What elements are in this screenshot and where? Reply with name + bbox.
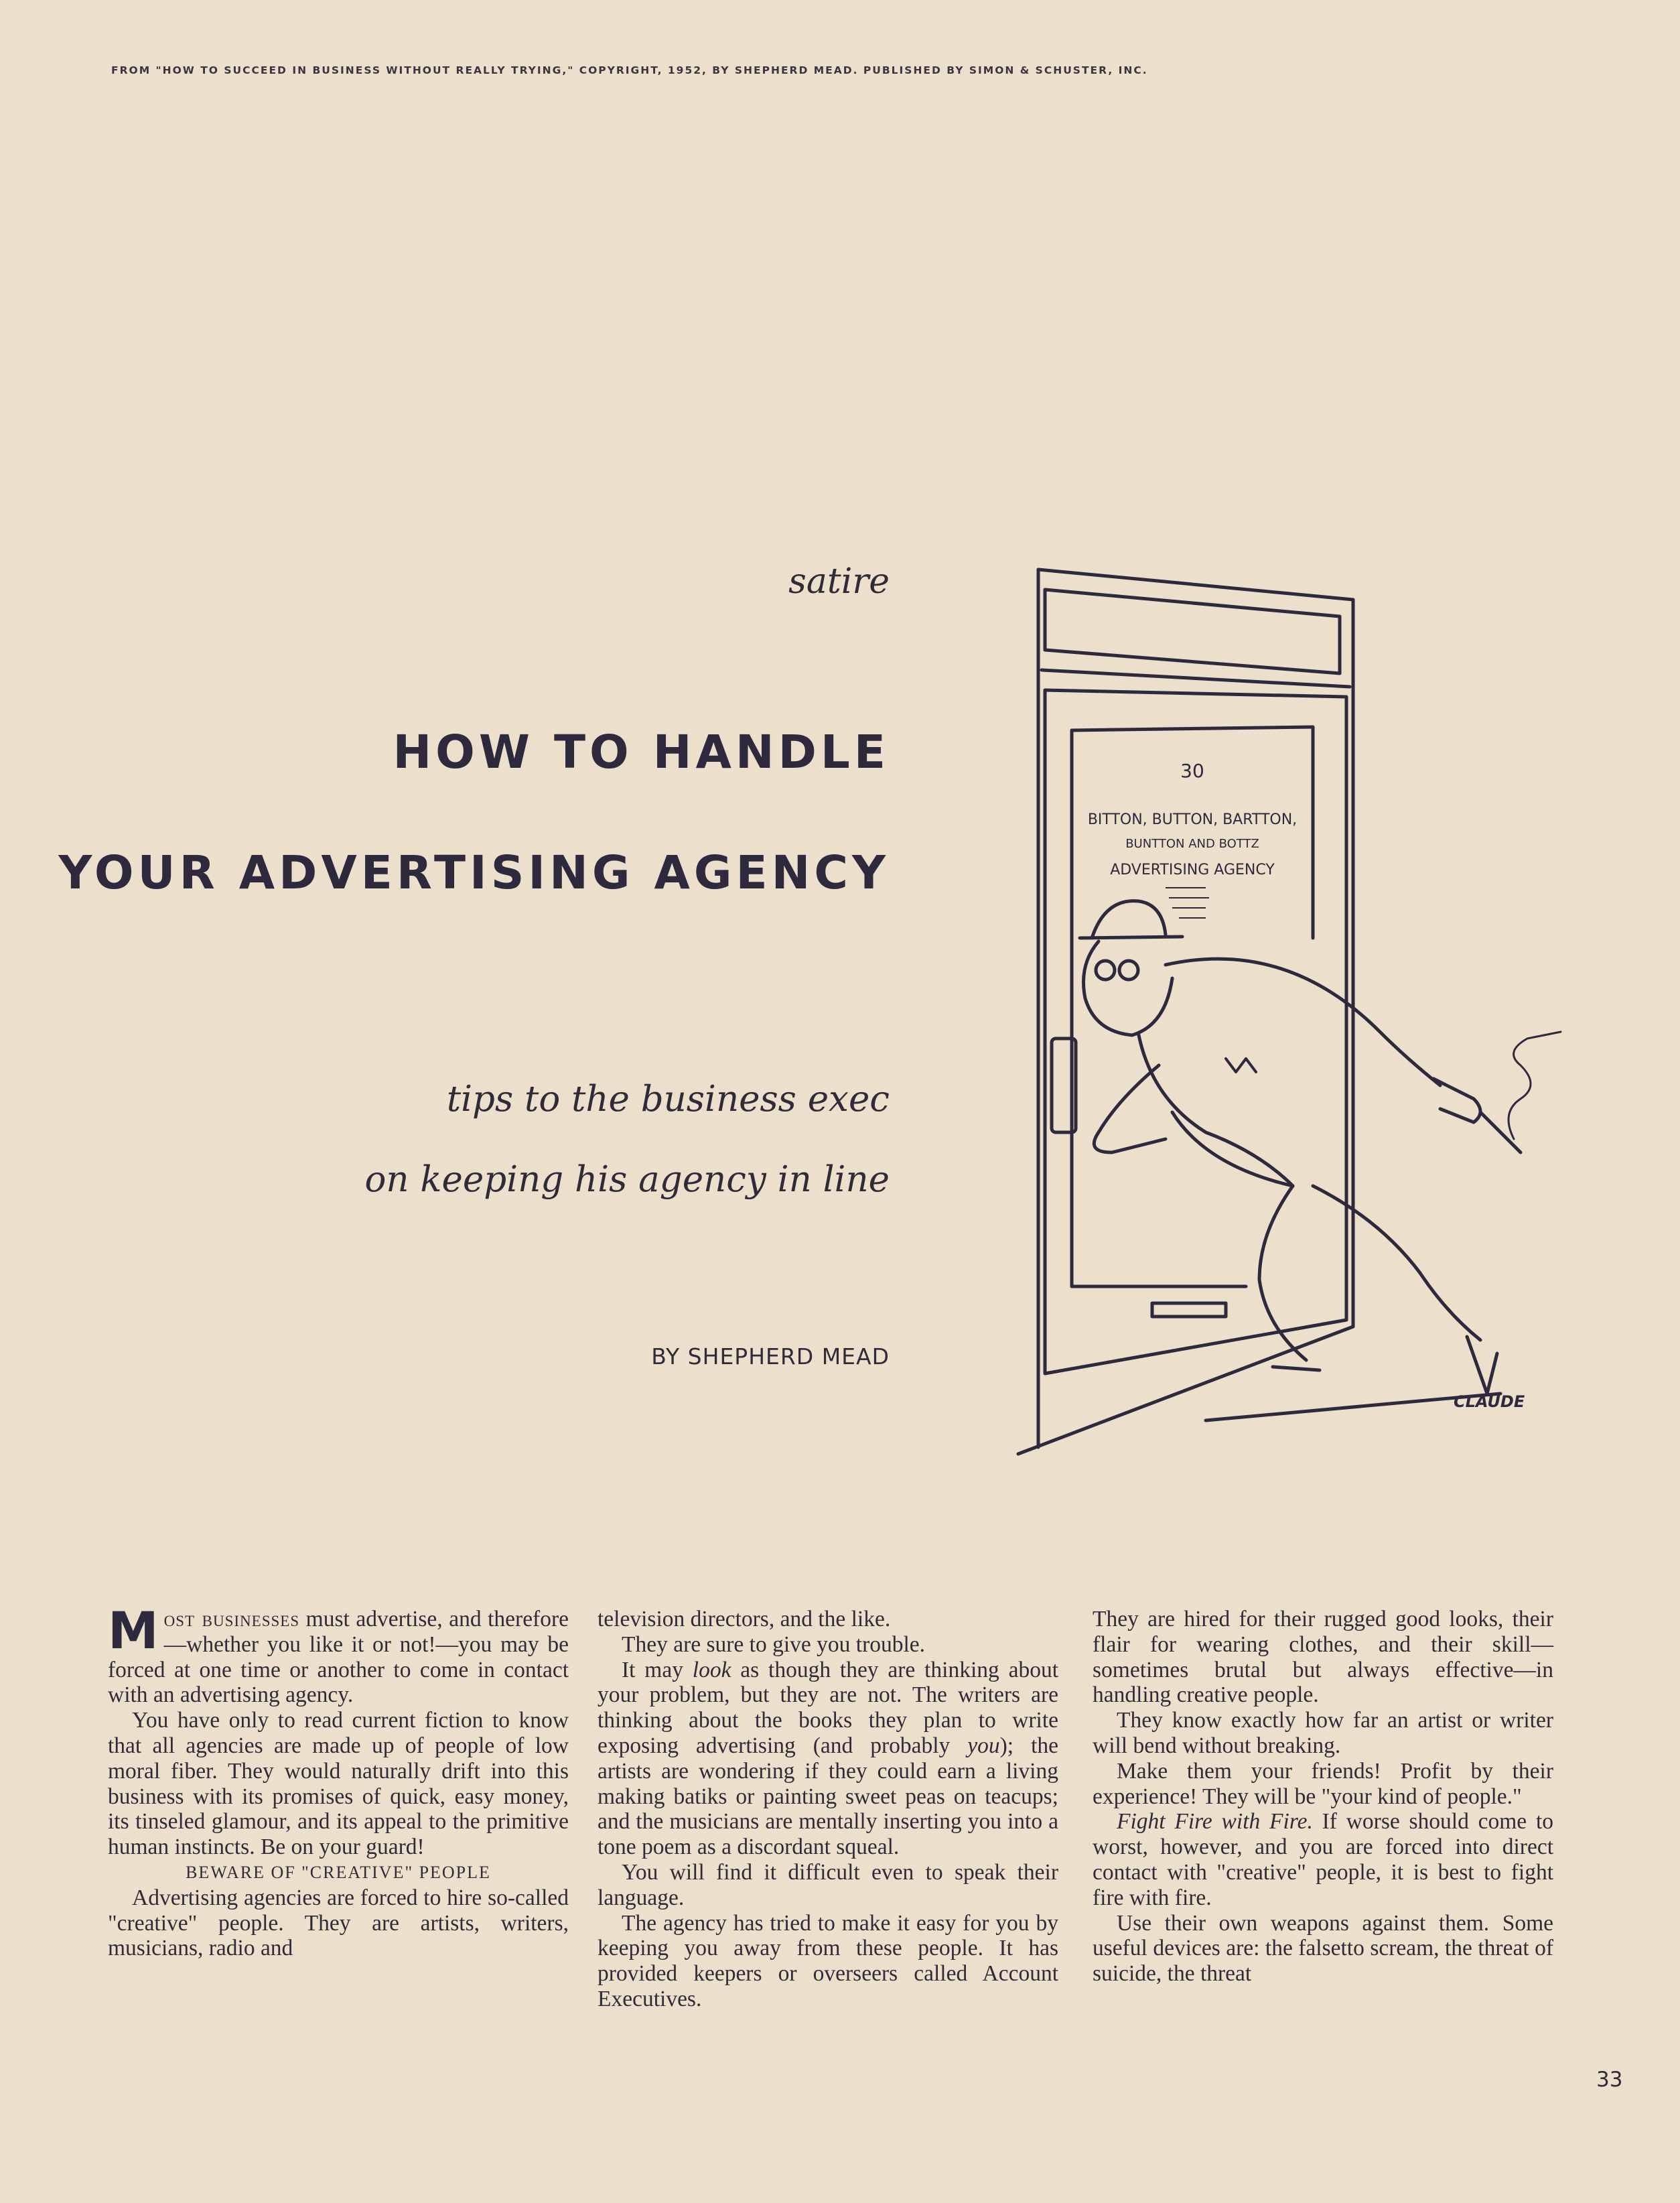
paragraph: Use their own weapons against them. Some useful devices are: the falsetto scream, the threat of suicide, the threat [1093, 1910, 1553, 1987]
paragraph: They know exactly how far an artist or writer will bend without breaking. [1093, 1708, 1553, 1758]
paragraph: You have only to read current fiction to know that all agencies are made up of people of low moral fiber. They would naturally drift into this business with its promises of quick, easy money, its tinseled glamour, and its appeal to the primitive human instincts. Be on your guard! [108, 1708, 569, 1860]
section-kicker: satire [788, 561, 890, 602]
door-sign-line-3: ADVERTISING AGENCY [1110, 862, 1275, 878]
headline-line-1: HOW TO HANDLE [393, 726, 890, 779]
paragraph-text: as though they are thinking about your problem, but they are not. The writers are thinking about the books they plan to write exposing advertising (and probably [598, 1657, 1058, 1758]
paragraph: Advertising agencies are forced to hire so-called "creative" people. They are artists, writers, musicians, radio and [108, 1885, 569, 1961]
section-subhead: BEWARE OF "CREATIVE" PEOPLE [186, 1862, 491, 1882]
page-number: 33 [1596, 2068, 1623, 2092]
paragraph-text: ); the artists are wondering if they could earn a living making batiks or painting sweet peas on teacups; and the musicians are mentally inserting you into a tone poem as a discordant squeal. [598, 1733, 1058, 1860]
paragraph: They are sure to give you trouble. [622, 1631, 926, 1657]
drop-cap: M [108, 1601, 159, 1660]
article-column-3 [1093, 1607, 1553, 1987]
artist-signature: CLAUDE [1454, 1392, 1525, 1411]
article-column-2 [598, 1607, 1058, 2012]
paragraph: The agency has tried to make it easy for you by keeping you away from these people. It has provided keepers or overseers called Account Executives. [598, 1910, 1058, 2011]
cartoon-illustration [1005, 563, 1608, 1467]
paragraph: You will find it difficult even to speak their language. [598, 1859, 1058, 1910]
copyright-credit: FROM "HOW TO SUCCEED IN BUSINESS WITHOUT REALLY TRYING," COPYRIGHT, 1952, BY SHEPHERD MEAD. PUBLISHED BY SIMON & SCHUSTER, INC. [111, 64, 1148, 76]
headline-line-2: YOUR ADVERTISING AGENCY [58, 846, 890, 900]
paragraph: Make them your friends! Profit by their experience! They will be "your kind of people." [1093, 1758, 1553, 1809]
paragraph: They are hired for their rugged good looks, their flair for wearing clothes, and their skill—sometimes brutal but always effective—in handling creative people. [1093, 1607, 1553, 1708]
emphasis: you [967, 1733, 1000, 1758]
dek-line-1: tips to the business exec [446, 1079, 890, 1120]
run-in-head: Fight Fire with Fire. [1117, 1809, 1313, 1834]
lead-in-smallcaps: ost businesses [163, 1607, 300, 1631]
paragraph [1093, 1809, 1553, 1910]
door-sign-line-2: BUNTTON AND BOTTZ [1125, 837, 1259, 851]
byline: BY SHEPHERD MEAD [651, 1343, 890, 1370]
paragraph-text: must advertise, and therefore—whether you like it or not!—you may be forced at one time or another to come in contact with an advertising agency. [108, 1607, 569, 1708]
paragraph [108, 1601, 569, 1708]
door-sign-line-1: BITTON, BUTTON, BARTTON, [1087, 811, 1298, 828]
paragraph: television directors, and the like. [598, 1607, 891, 1631]
paragraph [598, 1658, 1058, 1860]
transom-number: 30 [1180, 760, 1204, 782]
emphasis: look [692, 1657, 731, 1682]
paragraph-text: It may [622, 1657, 693, 1682]
dek-line-2: on keeping his agency in line [364, 1159, 890, 1200]
article-column-1 [108, 1601, 569, 1961]
paragraph-text: If worse should come to worst, however, and you are forced into direct contact with "creative" people, it is best to fight fire with fire. [1093, 1809, 1553, 1910]
